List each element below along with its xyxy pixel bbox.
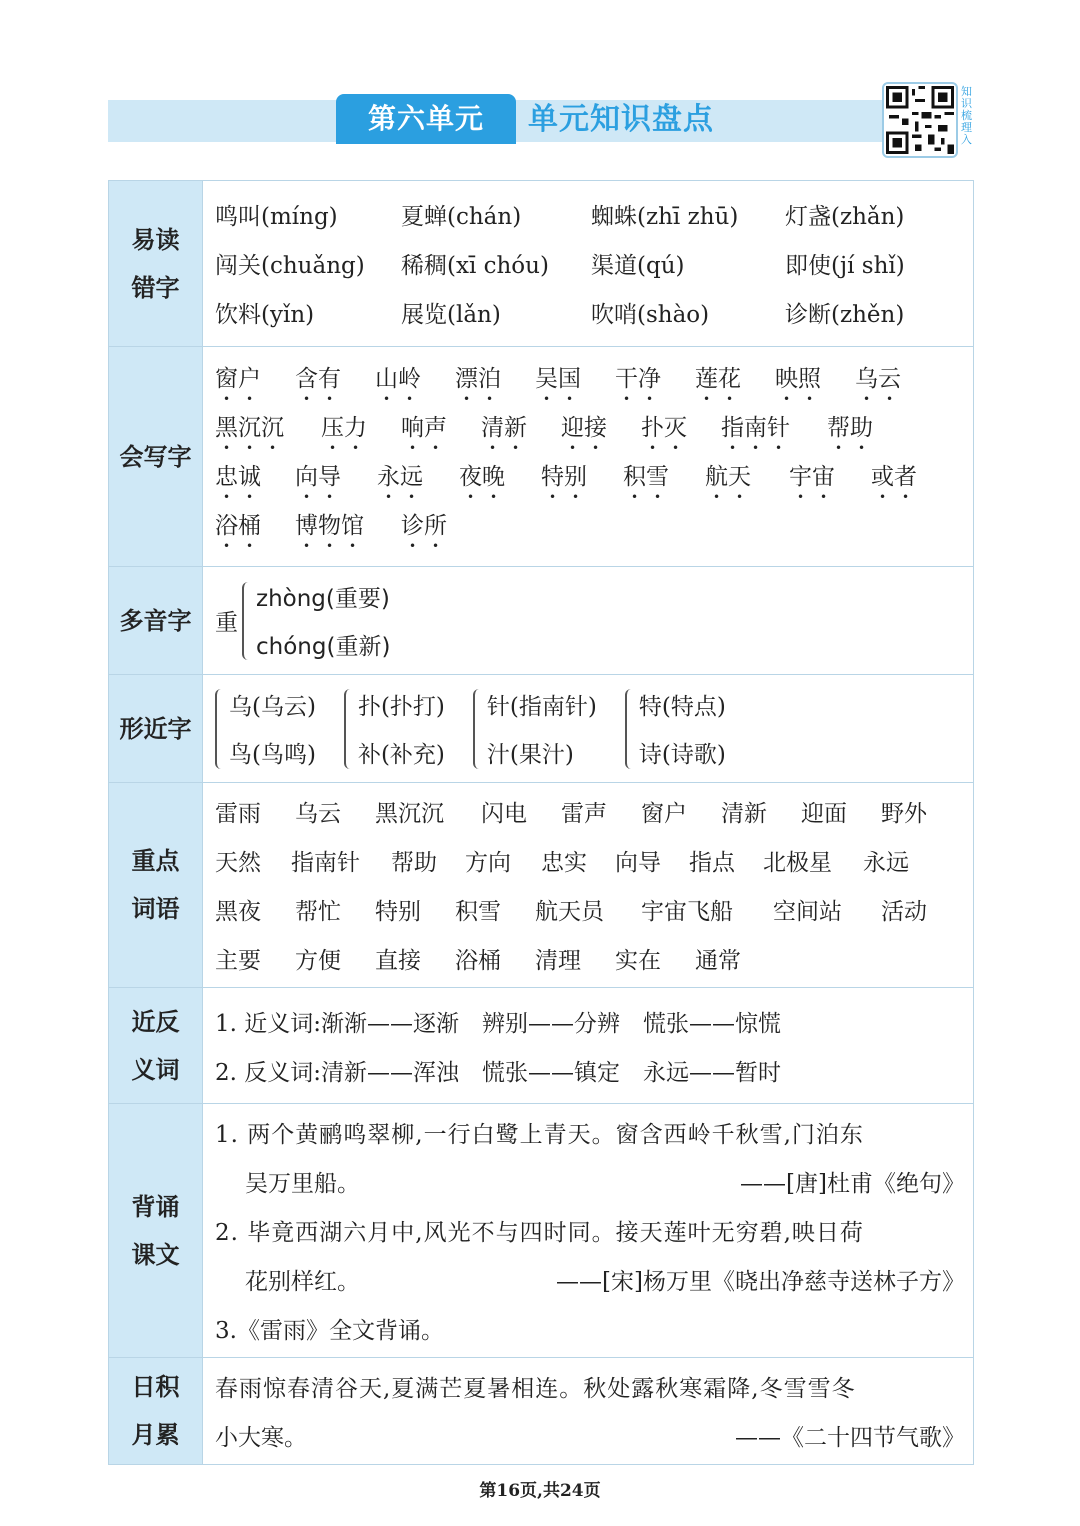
list-item: 特别	[541, 464, 587, 490]
list-row	[215, 239, 965, 288]
section-label	[109, 783, 203, 988]
similar-pair	[473, 681, 597, 777]
can-write-content	[203, 347, 974, 567]
similar-item: 鸟(鸟鸣)	[229, 742, 316, 768]
section-syn-ant	[109, 988, 974, 1104]
section-polyphonic	[109, 567, 974, 675]
list-item: 展览(lǎn)	[401, 302, 501, 328]
recite-line: 2. 毕竟西湖六月中,风光不与四时同。接天莲叶无穷碧,映日荷	[215, 1220, 864, 1246]
section-key-words	[109, 783, 974, 988]
section-label	[109, 675, 203, 783]
list-item: 永远	[377, 464, 423, 490]
section-recite	[109, 1104, 974, 1358]
similar-pair	[344, 681, 445, 777]
list-item: 吹哨(shào)	[591, 302, 710, 328]
similar-item: 针(指南针)	[486, 694, 597, 720]
list-item: 帮助	[827, 415, 873, 441]
list-item: 干净	[615, 366, 661, 392]
label-polyphonic: 多音字	[119, 606, 192, 635]
recite-line-cont	[215, 1157, 965, 1206]
list-row	[215, 457, 965, 506]
list-item: 宇宙飞船	[641, 899, 733, 925]
list-item: 雷雨	[215, 801, 261, 827]
unit-tab: 第六单元	[336, 94, 516, 144]
list-item: 忠实	[541, 850, 587, 876]
list-item: 响声	[401, 415, 447, 441]
daily-content	[203, 1358, 974, 1465]
similar-item: 诗(诗歌)	[638, 742, 726, 768]
daily-cont: 小大寒。	[215, 1425, 307, 1451]
label-similar: 形近字	[119, 714, 192, 743]
list-item: 指南针	[721, 415, 790, 441]
list-item: 浴桶	[455, 948, 501, 974]
list-row	[215, 934, 965, 983]
section-label	[109, 1104, 203, 1358]
list-item: 莲花	[695, 366, 741, 392]
list-item: 方便	[295, 948, 341, 974]
similar-pair	[215, 681, 316, 777]
polyphonic-content	[203, 567, 974, 675]
similar-item: 特(特点)	[638, 694, 726, 720]
list-item: 向导	[615, 850, 661, 876]
list-item: 帮助	[391, 850, 437, 876]
list-item: 诊断(zhěn)	[785, 302, 905, 328]
section-label	[109, 181, 203, 347]
list-item: 博物馆	[295, 513, 364, 539]
recite-line: 1. 两个黄鹂鸣翠柳,一行白鹭上青天。窗含西岭千秋雪,门泊东	[215, 1122, 864, 1148]
polyphonic-reading: chóng(重新)	[256, 634, 391, 660]
list-item: 帮忙	[295, 899, 341, 925]
list-item: 黑夜	[215, 899, 261, 925]
polyphonic-reading: zhòng(重要)	[256, 586, 390, 612]
list-item: 指南针	[291, 850, 360, 876]
syn-ant-content	[203, 988, 974, 1104]
list-item: 诊所	[401, 513, 447, 539]
recite-cont: 吴万里船。	[245, 1171, 360, 1197]
list-row	[215, 836, 965, 885]
recite-line-cont	[215, 1255, 965, 1304]
list-item: 清理	[535, 948, 581, 974]
qr-code-icon[interactable]	[882, 82, 958, 158]
list-item: 实在	[615, 948, 661, 974]
label-key-words: 重点词语	[131, 847, 180, 923]
list-item: 吴国	[535, 366, 581, 392]
list-item: 闪电	[481, 801, 527, 827]
list-item: 含有	[295, 366, 341, 392]
list-item: 漂泊	[455, 366, 501, 392]
list-item: 扑灭	[641, 415, 687, 441]
list-item: 山岭	[375, 366, 421, 392]
list-item: 清新	[481, 415, 527, 441]
list-item: 浴桶	[215, 513, 261, 539]
similar-content	[203, 675, 974, 783]
daily-line-cont	[215, 1411, 965, 1460]
list-item: 饮料(yǐn)	[215, 302, 315, 328]
list-item: 闯关(chuǎng)	[215, 253, 365, 279]
syn-ant-line: 2. 反义词:清新——浑浊 慌张——镇定 永远——暂时	[215, 1059, 782, 1086]
list-item: 迎面	[801, 801, 847, 827]
qr-side-label: 知识梳理入	[961, 85, 972, 146]
recite-line: 3.《雷雨》全文背诵。	[215, 1318, 444, 1344]
list-row	[215, 190, 965, 239]
list-item: 积雪	[455, 899, 501, 925]
list-item: 活动	[881, 899, 927, 925]
list-item: 压力	[321, 415, 367, 441]
list-item: 宇宙	[789, 464, 835, 490]
recite-content	[203, 1104, 974, 1358]
easy-misread-content	[203, 181, 974, 347]
list-item: 稀稠(xī chóu)	[401, 253, 549, 279]
list-item: 直接	[375, 948, 421, 974]
list-item: 通常	[695, 948, 741, 974]
list-item: 映照	[775, 366, 821, 392]
syn-ant-line: 1. 近义词:渐渐——逐渐 辨别——分辨 慌张——惊慌	[215, 1010, 782, 1037]
label-easy-misread: 易读错字	[131, 225, 180, 302]
section-similar	[109, 675, 974, 783]
list-item: 乌云	[855, 366, 901, 392]
brace	[344, 689, 354, 769]
list-item: 黑沉沉	[215, 415, 284, 441]
list-row	[215, 506, 965, 555]
list-item: 夏蝉(chán)	[401, 204, 522, 230]
knowledge-table	[108, 180, 974, 1465]
recite-source: ——[唐]杜甫《绝句》	[740, 1171, 965, 1197]
list-item: 窗户	[641, 801, 687, 827]
list-item: 雷声	[561, 801, 607, 827]
label-syn-ant: 近反义词	[131, 1007, 180, 1084]
list-row	[215, 885, 965, 934]
list-item: 特别	[375, 899, 421, 925]
list-item: 清新	[721, 801, 767, 827]
label-recite: 背诵课文	[131, 1192, 180, 1269]
key-words-content	[203, 783, 974, 988]
list-item: 空间站	[773, 899, 842, 925]
list-item: 夜晚	[459, 464, 505, 490]
list-item: 或者	[871, 464, 917, 490]
list-row	[215, 787, 965, 836]
list-item: 航天	[705, 464, 751, 490]
list-item: 天然	[215, 850, 261, 876]
similar-pair	[625, 681, 726, 777]
section-label	[109, 567, 203, 675]
recite-source: ——[宋]杨万里《晓出净慈寺送林子方》	[556, 1269, 965, 1295]
section-label	[109, 347, 203, 567]
list-item: 灯盏(zhǎn)	[785, 204, 905, 230]
list-item: 方向	[465, 850, 511, 876]
list-item: 迎接	[561, 415, 607, 441]
list-item: 忠诚	[215, 464, 261, 490]
list-row	[215, 359, 965, 408]
unit-title: 单元知识盘点	[528, 102, 714, 137]
list-item: 北极星	[763, 850, 832, 876]
daily-line: 春雨惊春清谷天,夏满芒夏暑相连。秋处露秋寒霜降,冬雪雪冬	[215, 1376, 856, 1402]
list-row	[215, 408, 965, 457]
recite-cont: 花别样红。	[245, 1269, 360, 1295]
section-label	[109, 988, 203, 1104]
list-item: 永远	[863, 850, 909, 876]
list-item: 蜘蛛(zhī zhū)	[591, 204, 739, 230]
brace	[242, 582, 252, 660]
section-daily	[109, 1358, 974, 1465]
similar-item: 汁(果汁)	[486, 742, 574, 768]
list-item: 即使(jí shǐ)	[785, 253, 905, 279]
list-item: 野外	[881, 801, 927, 827]
daily-source: ——《二十四节气歌》	[735, 1425, 965, 1451]
similar-item: 补(补充)	[357, 742, 445, 768]
list-item: 乌云	[295, 801, 341, 827]
list-item: 积雪	[623, 464, 669, 490]
similar-item: 乌(乌云)	[229, 694, 316, 720]
list-item: 渠道(qú)	[591, 253, 685, 279]
list-item: 主要	[215, 948, 261, 974]
page-number: 第16页,共24页	[479, 1481, 601, 1501]
list-item: 航天员	[535, 899, 604, 925]
list-row	[215, 288, 965, 337]
list-item: 鸣叫(míng)	[215, 204, 338, 230]
list-item: 窗户	[215, 366, 261, 392]
list-item: 向导	[295, 464, 341, 490]
label-daily: 日积月累	[131, 1373, 180, 1449]
section-can-write	[109, 347, 974, 567]
brace	[215, 689, 225, 769]
section-label	[109, 1358, 203, 1465]
similar-item: 扑(扑打)	[357, 694, 445, 720]
list-item: 指点	[689, 850, 735, 876]
polyphonic-char: 重	[215, 610, 238, 636]
brace	[473, 689, 483, 769]
label-can-write: 会写字	[119, 442, 192, 471]
brace	[625, 689, 635, 769]
list-item: 黑沉沉	[375, 801, 444, 827]
section-easy-misread	[109, 181, 974, 347]
